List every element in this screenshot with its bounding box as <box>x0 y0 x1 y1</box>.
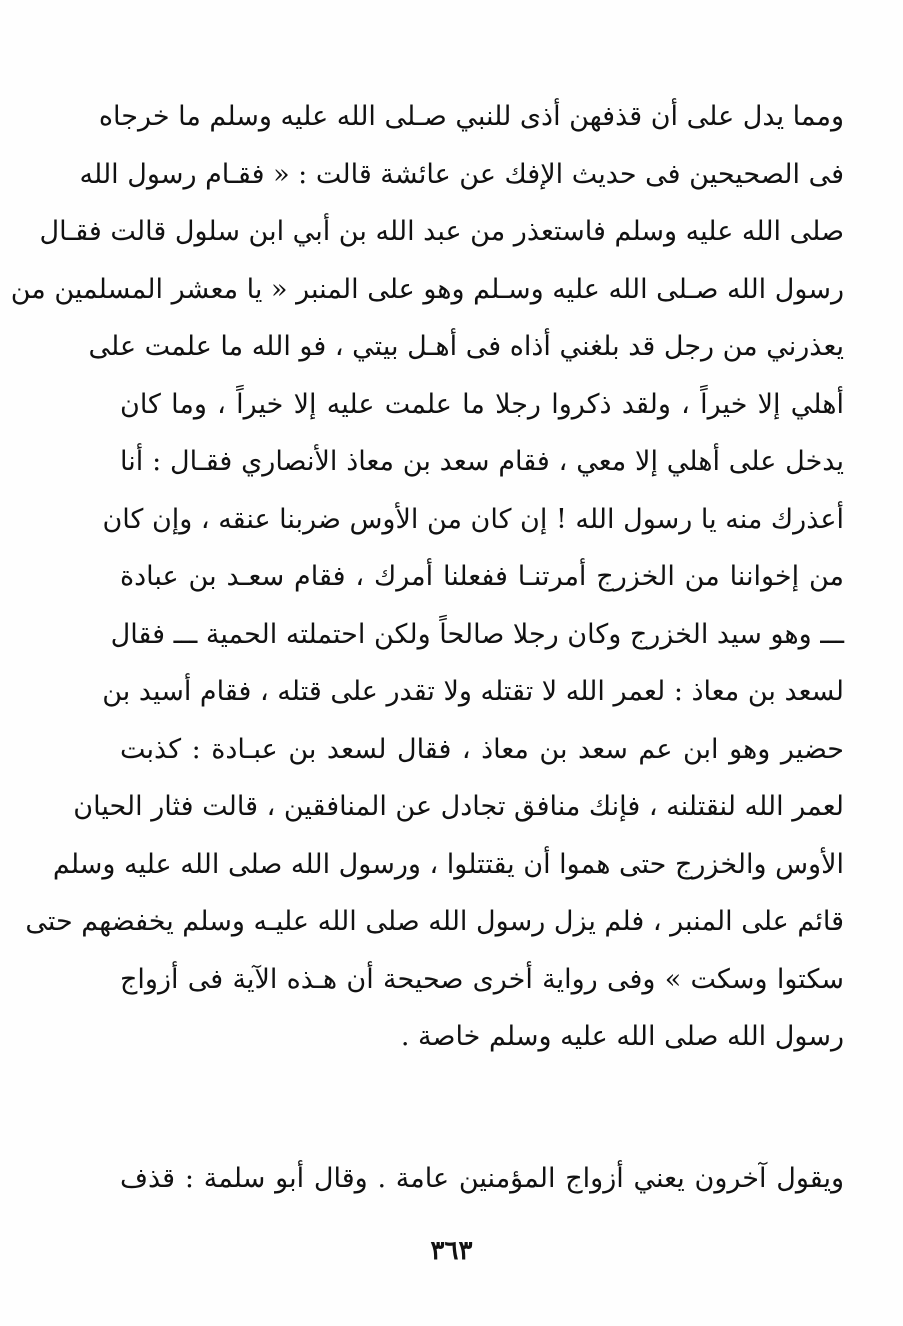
page-number: ٣٦٣ <box>430 1236 473 1266</box>
text-line: قائم على المنبر ، فلم يزل رسول الله صلى الله عليـه وسلم يخفضهم حتى <box>25 906 844 937</box>
text-line: الأوس والخزرج حتى هموا أن يقتتلوا ، ورسول الله صلى الله عليه وسلم <box>52 848 844 880</box>
text-line: أعذرك منه يا رسول الله ! إن كان من الأوس ضربنا عنقه ، وإن كان <box>102 503 844 535</box>
text-line: لعمر الله لنقتلنه ، فإنك منافق تجادل عن المنافقين ، قالت فثار الحيان <box>73 791 844 822</box>
text-line: لسعد بن معاذ : لعمر الله لا تقتله ولا تقدر على قتله ، فقام أسيد بن <box>102 676 844 707</box>
paragraph-others-opinion <box>120 1150 844 1208</box>
paragraph-hadith-ifk <box>10 88 844 1066</box>
text-line: ويقول آخرون يعني أزواج المؤمنين عامة . وقال أبو سلمة : قذف <box>120 1163 844 1194</box>
text-line: رسول الله صلى الله عليه وسلم خاصة . <box>400 1021 844 1052</box>
text-line: ـــ وهو سيد الخزرج وكان رجلا صالحاً ولكن احتملته الحمية ـــ فقال <box>110 618 844 650</box>
text-line: ومما يدل على أن قذفهن أذى للنبي صـلى الله عليه وسلم ما خرجاه <box>98 101 844 132</box>
text-line: من إخواننا من الخزرج أمرتنـا ففعلنا أمرك ، فقام سعـد بن عبادة <box>120 561 844 592</box>
text-line: حضير وهو ابن عم سعد بن معاذ ، فقال لسعد بن عبـادة : كذبت <box>120 733 844 765</box>
text-line: رسول الله صـلى الله عليه وسـلم وهو على المنبر « يا معشر المسلمين من <box>10 273 844 305</box>
text-line: أهلي إلا خيراً ، ولقد ذكروا رجلا ما علمت عليه إلا خيراً ، وما كان <box>120 388 844 420</box>
text-line: فى الصحيحين فى حديث الإفك عن عائشة قالت : « فقـام رسول الله <box>79 158 844 190</box>
text-line: يدخل على أهلي إلا معي ، فقام سعد بن معاذ الأنصاري فقـال : أنا <box>120 446 844 477</box>
text-line: سكتوا وسكت » وفى رواية أخرى صحيحة أن هـذه الآية فى أزواج <box>120 963 844 995</box>
text-line: يعذرني من رجل قد بلغني أذاه فى أهـل بيتي ، فو الله ما علمت على <box>88 331 844 362</box>
text-line: صلى الله عليه وسلم فاستعذر من عبد الله بن أبي ابن سلول قالت فقـال <box>39 216 844 247</box>
